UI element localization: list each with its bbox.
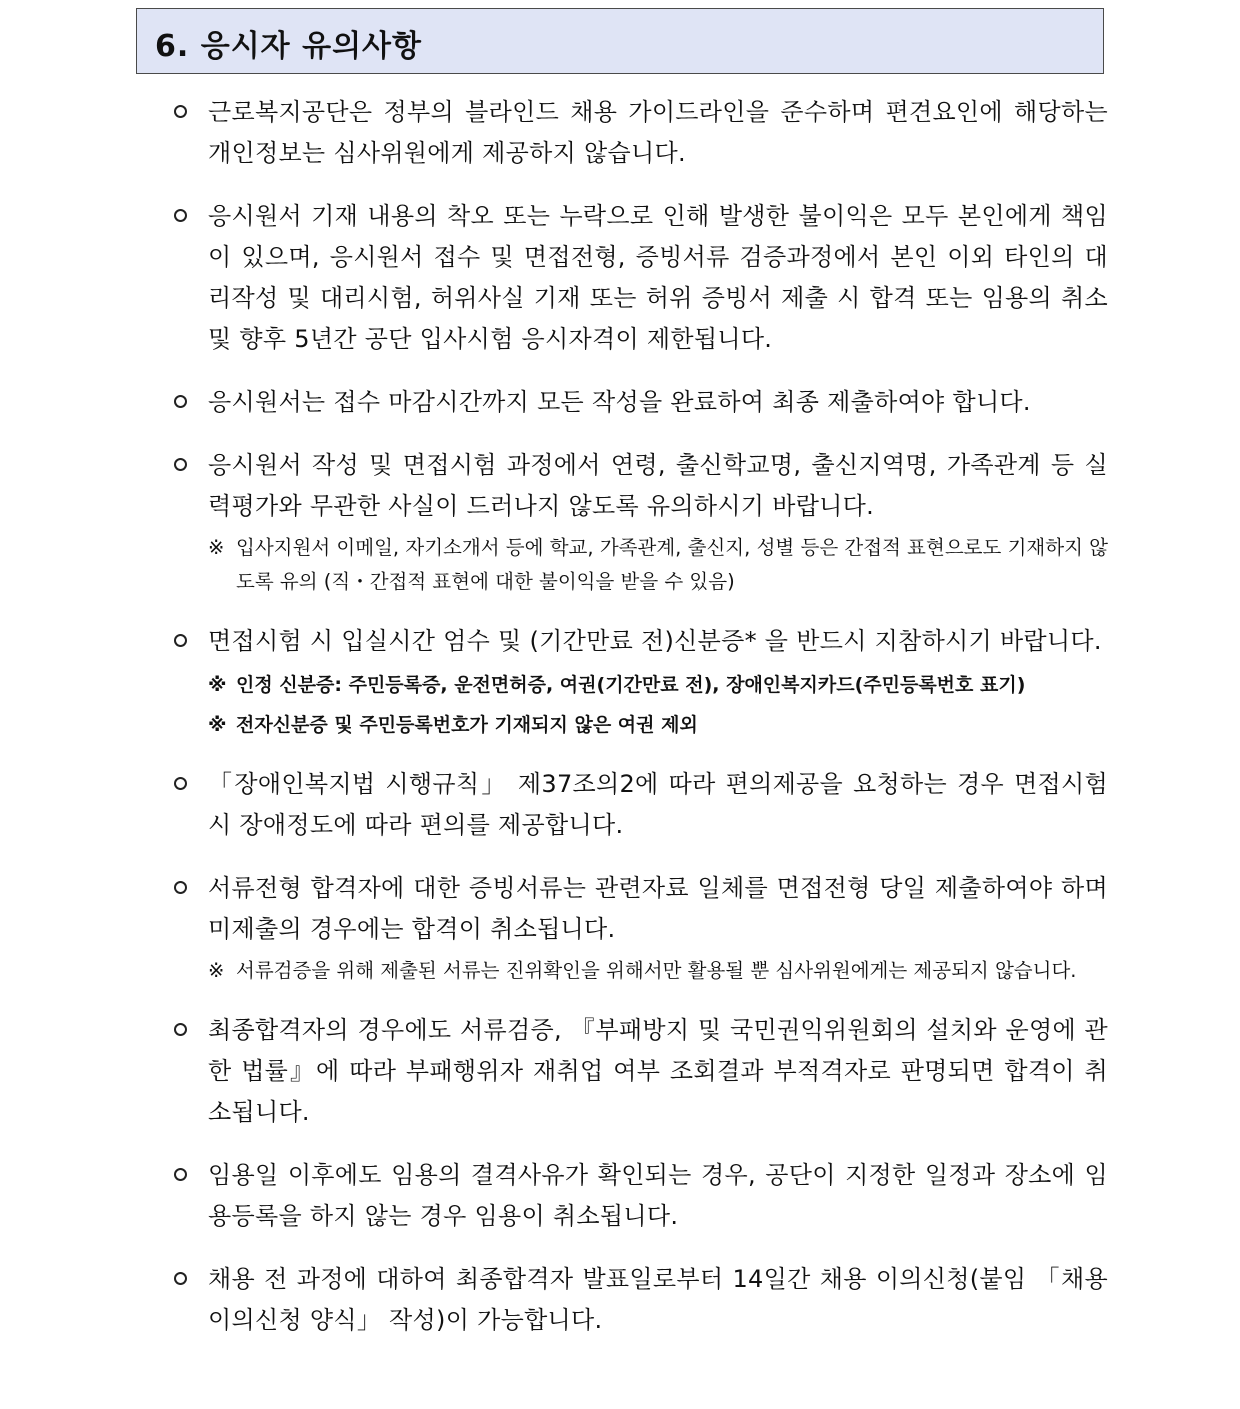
list-item bbox=[172, 1010, 1108, 1133]
circle-bullet-icon bbox=[174, 395, 187, 408]
item-text: 응시원서는 접수 마감시간까지 모든 작성을 완료하여 최종 제출하여야 합니다. bbox=[208, 388, 1031, 416]
list-item bbox=[172, 92, 1108, 174]
circle-bullet-icon bbox=[174, 777, 187, 790]
item-text: 면접시험 시 입실시간 엄수 및 (기간만료 전)신분증* 을 반드시 지참하시기 바랍니다. bbox=[208, 627, 1102, 655]
item-note bbox=[208, 531, 1108, 599]
item-note bbox=[208, 668, 1108, 702]
reference-mark: ※ bbox=[208, 536, 225, 559]
circle-bullet-icon bbox=[174, 1168, 187, 1181]
list-item bbox=[172, 382, 1108, 423]
list-item bbox=[172, 1155, 1108, 1237]
item-text: 채용 전 과정에 대하여 최종합격자 발표일로부터 14일간 채용 이의신청(붙임 「채용 이의신청 양식」 작성)이 가능합니다. bbox=[208, 1265, 1108, 1334]
list-item bbox=[172, 621, 1108, 742]
note-text: 전자신분증 및 주민등록번호가 기재되지 않은 여권 제외 bbox=[236, 714, 698, 736]
list-item bbox=[172, 868, 1108, 988]
circle-bullet-icon bbox=[174, 1023, 187, 1036]
item-text: 임용일 이후에도 임용의 결격사유가 확인되는 경우, 공단이 지정한 일정과 장소에 임용등록을 하지 않는 경우 임용이 취소됩니다. bbox=[208, 1161, 1108, 1230]
note-text: 입사지원서 이메일, 자기소개서 등에 학교, 가족관계, 출신지, 성별 등은 간접적 표현으로도 기재하지 않도록 유의 (직・간접적 표현에 대한 불이익을 받을 수 있음) bbox=[236, 536, 1108, 593]
item-note bbox=[208, 954, 1108, 988]
note-text: 서류검증을 위해 제출된 서류는 진위확인을 위해서만 활용될 뿐 심사위원에게는 제공되지 않습니다. bbox=[236, 959, 1077, 982]
list-item bbox=[172, 445, 1108, 599]
circle-bullet-icon bbox=[174, 881, 187, 894]
item-text: 근로복지공단은 정부의 블라인드 채용 가이드라인을 준수하며 편견요인에 해당하는 개인정보는 심사위원에게 제공하지 않습니다. bbox=[208, 98, 1108, 167]
list-item bbox=[172, 1259, 1108, 1341]
notice-list bbox=[172, 92, 1108, 1363]
item-text: 응시원서 기재 내용의 착오 또는 누락으로 인해 발생한 불이익은 모두 본인에게 책임이 있으며, 응시원서 접수 및 면접전형, 증빙서류 검증과정에서 본인 이외 타인의 대리작성 및 대리시험, 허위사실 기재 또는 허위 증빙서 제출 시 합격 또는 임용의 취소 및 향후 5년간 공단 입사시험 응시자격이 제한됩니다. bbox=[208, 202, 1108, 353]
section-title: 6. 응시자 유의사항 bbox=[155, 29, 423, 64]
reference-mark: ※ bbox=[208, 674, 227, 696]
circle-bullet-icon bbox=[174, 458, 187, 471]
reference-mark: ※ bbox=[208, 714, 227, 736]
item-text: 서류전형 합격자에 대한 증빙서류는 관련자료 일체를 면접전형 당일 제출하여야 하며 미제출의 경우에는 합격이 취소됩니다. bbox=[208, 874, 1108, 943]
circle-bullet-icon bbox=[174, 209, 187, 222]
list-item bbox=[172, 764, 1108, 846]
circle-bullet-icon bbox=[174, 634, 187, 647]
note-text: 인정 신분증: 주민등록증, 운전면허증, 여권(기간만료 전), 장애인복지카드(주민등록번호 표기) bbox=[236, 674, 1026, 696]
item-text: 최종합격자의 경우에도 서류검증, 『부패방지 및 국민권익위원회의 설치와 운영에 관한 법률』에 따라 부패행위자 재취업 여부 조회결과 부적격자로 판명되면 합격이 취소됩니다. bbox=[208, 1016, 1108, 1126]
list-item bbox=[172, 196, 1108, 360]
circle-bullet-icon bbox=[174, 1272, 187, 1285]
section-header bbox=[136, 8, 1104, 74]
circle-bullet-icon bbox=[174, 105, 187, 118]
reference-mark: ※ bbox=[208, 959, 225, 982]
item-note bbox=[208, 708, 1108, 742]
item-text: 응시원서 작성 및 면접시험 과정에서 연령, 출신학교명, 출신지역명, 가족관계 등 실력평가와 무관한 사실이 드러나지 않도록 유의하시기 바랍니다. bbox=[208, 451, 1108, 520]
item-text: 「장애인복지법 시행규칙」 제37조의2에 따라 편의제공을 요청하는 경우 면접시험 시 장애정도에 따라 편의를 제공합니다. bbox=[208, 770, 1108, 839]
